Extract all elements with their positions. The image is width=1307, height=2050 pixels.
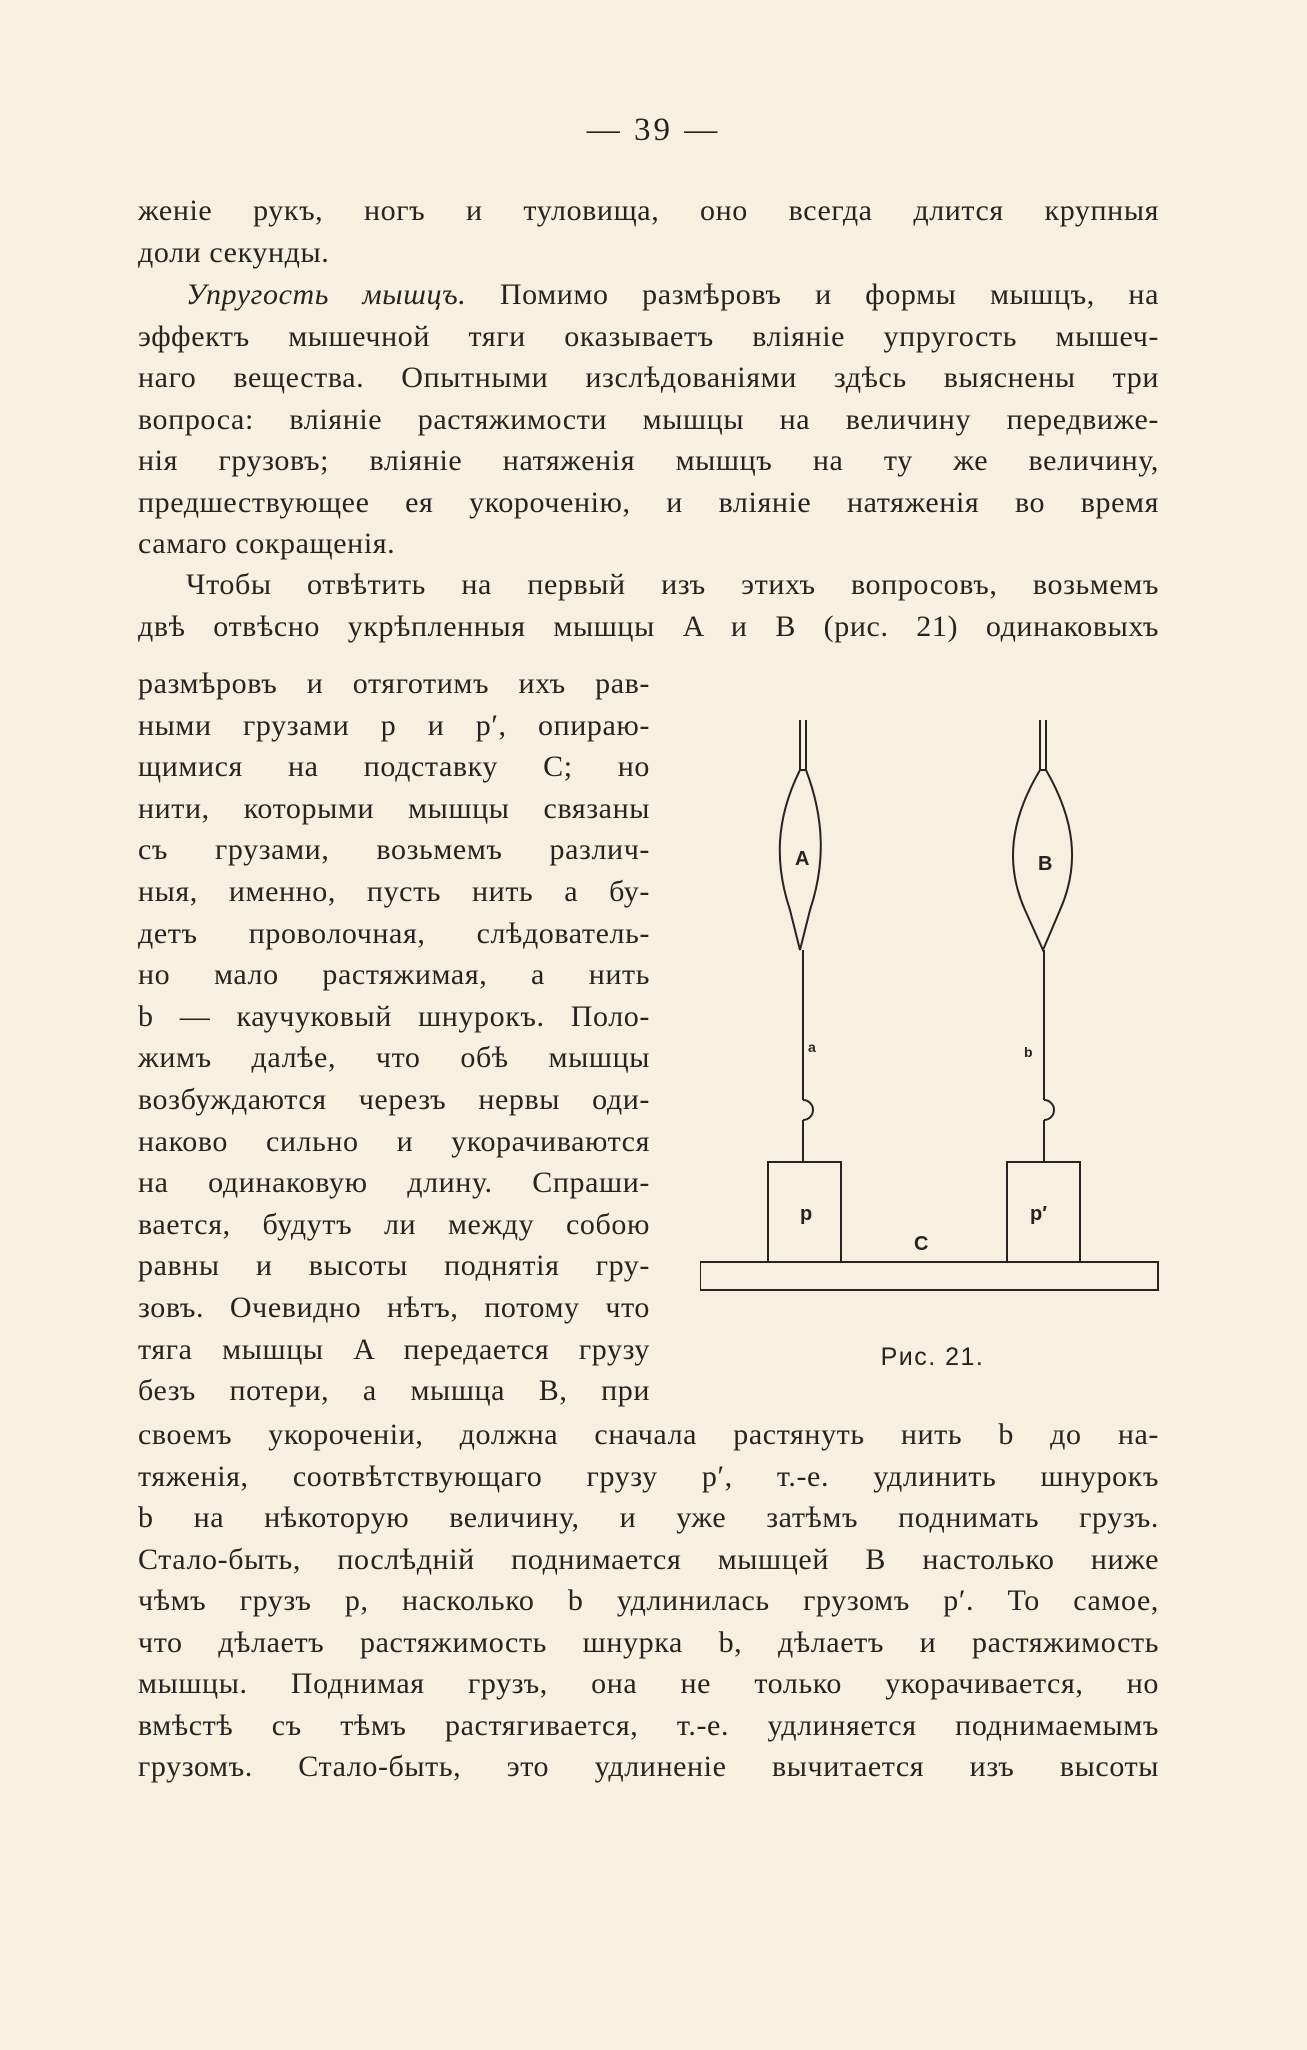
label-B: B (1038, 853, 1053, 875)
text-line: равны и высоты поднятія гру- (138, 1249, 650, 1283)
text-line: нити, которыми мышцы связаны (138, 791, 650, 825)
text-line: тяженія, соотвѣтствующаго грузу p′, т.-е. удлинить шнурокъ (138, 1459, 1159, 1493)
text-line: вается, будутъ ли между собою (138, 1207, 650, 1241)
text-line: наго вещества. Опытными изслѣдованіями здѣсь выяснены три (138, 361, 1159, 394)
text-line: вопроса: вліяніе растяжимости мышцы на величину передвиже- (138, 402, 1159, 436)
text-line: что дѣлаетъ растяжимость шнурка b, дѣлаетъ и растяжимость (138, 1625, 1159, 1659)
text-line: Чтобы отвѣтить на первый изъ этихъ вопросовъ, возьмемъ (186, 568, 1159, 601)
text-line: двѣ отвѣсно укрѣпленныя мышцы A и B (рис. 21) одинаковыхъ (138, 609, 1159, 643)
paragraph-3-top (138, 564, 1159, 647)
paragraph-3-bottom (138, 1414, 1159, 1788)
text-line: зовъ. Очевидно нѣтъ, потому что (138, 1290, 650, 1324)
text-line: предшествующее ея укороченію, и вліяніе натяженія во время (138, 485, 1159, 519)
hook-right (1044, 1100, 1054, 1120)
text-line: возбуждаются черезъ нервы оди- (138, 1082, 650, 1116)
text-line: b — каучуковый шнурокъ. Поло- (138, 999, 650, 1033)
text-line: самаго сокращенія. (138, 527, 396, 560)
text-line: на одинаковую длину. Спраши- (138, 1166, 650, 1200)
text-line: грузомъ. Стало-быть, это удлиненіе вычитается изъ высоты (138, 1750, 1159, 1783)
text-line: чѣмъ грузъ p, насколько b удлинилась грузомъ p′. То самое, (138, 1584, 1159, 1617)
label-C: C (914, 1233, 929, 1255)
text-line: женіе рукъ, ногъ и туловища, оно всегда длится крупныя (138, 194, 1159, 227)
label-a: a (808, 1039, 816, 1055)
text-line: эффектъ мышечной тяги оказываетъ вліяніе упругость мышеч- (138, 319, 1159, 353)
label-p-prime: p′ (1030, 1203, 1048, 1225)
text-line: b на нѣкоторую величину, и уже затѣмъ поднимать грузъ. (138, 1501, 1159, 1534)
text-line: тяга мышцы A передается грузу (138, 1332, 650, 1366)
text-line: детъ проволочная, слѣдователь- (138, 916, 650, 950)
text-line: своемъ укороченіи, должна сначала растянуть нить b до на- (138, 1418, 1159, 1451)
text-line: доли секунды. (138, 235, 330, 269)
text-line: мышцы. Поднимая грузъ, она не только укорачивается, но (138, 1667, 1159, 1700)
figure-21-muscle-diagram (700, 710, 1165, 1330)
text-line: Стало-быть, послѣдній поднимается мышцей B настолько ниже (138, 1542, 1159, 1576)
hook-left (803, 1100, 813, 1120)
text-line: щимися на подставку C; но (138, 750, 650, 784)
paragraph-3-wrapped (138, 663, 650, 1412)
figure-caption: Рис. 21. (880, 1343, 985, 1371)
paragraph-1 (138, 190, 1159, 273)
text-line: безъ потери, а мышца B, при (138, 1374, 650, 1408)
text-line: ныя, именно, пусть нить a бу- (138, 874, 650, 908)
text-line: вмѣстѣ съ тѣмъ растягивается, т.-е. удлиняется поднимаемымъ (138, 1708, 1159, 1742)
label-p: p (800, 1203, 813, 1225)
stand-C (700, 1262, 1158, 1290)
section-heading: Упругость мышцъ. (186, 278, 467, 311)
paragraph-2 (138, 274, 1159, 565)
text-line: жимъ далѣе, что обѣ мышцы (138, 1041, 650, 1075)
label-b: b (1024, 1044, 1033, 1060)
text-line: но мало растяжимая, а нить (138, 958, 650, 992)
text-line: наково сильно и укорачиваются (138, 1124, 650, 1158)
text-line: размѣровъ и отяготимъ ихъ рав- (138, 667, 650, 700)
page-number: — 39 — (586, 112, 721, 148)
text-line: нія грузовъ; вліяніе натяженія мышцъ на ту же величину, (138, 444, 1159, 477)
label-A: A (795, 848, 810, 870)
text-line: ными грузами p и p′, опираю- (138, 708, 650, 742)
text-line-tail: Помимо размѣровъ и формы мышцъ, на (499, 278, 1159, 311)
text-line: съ грузами, возьмемъ различ- (138, 833, 650, 867)
text-line (138, 274, 1159, 316)
